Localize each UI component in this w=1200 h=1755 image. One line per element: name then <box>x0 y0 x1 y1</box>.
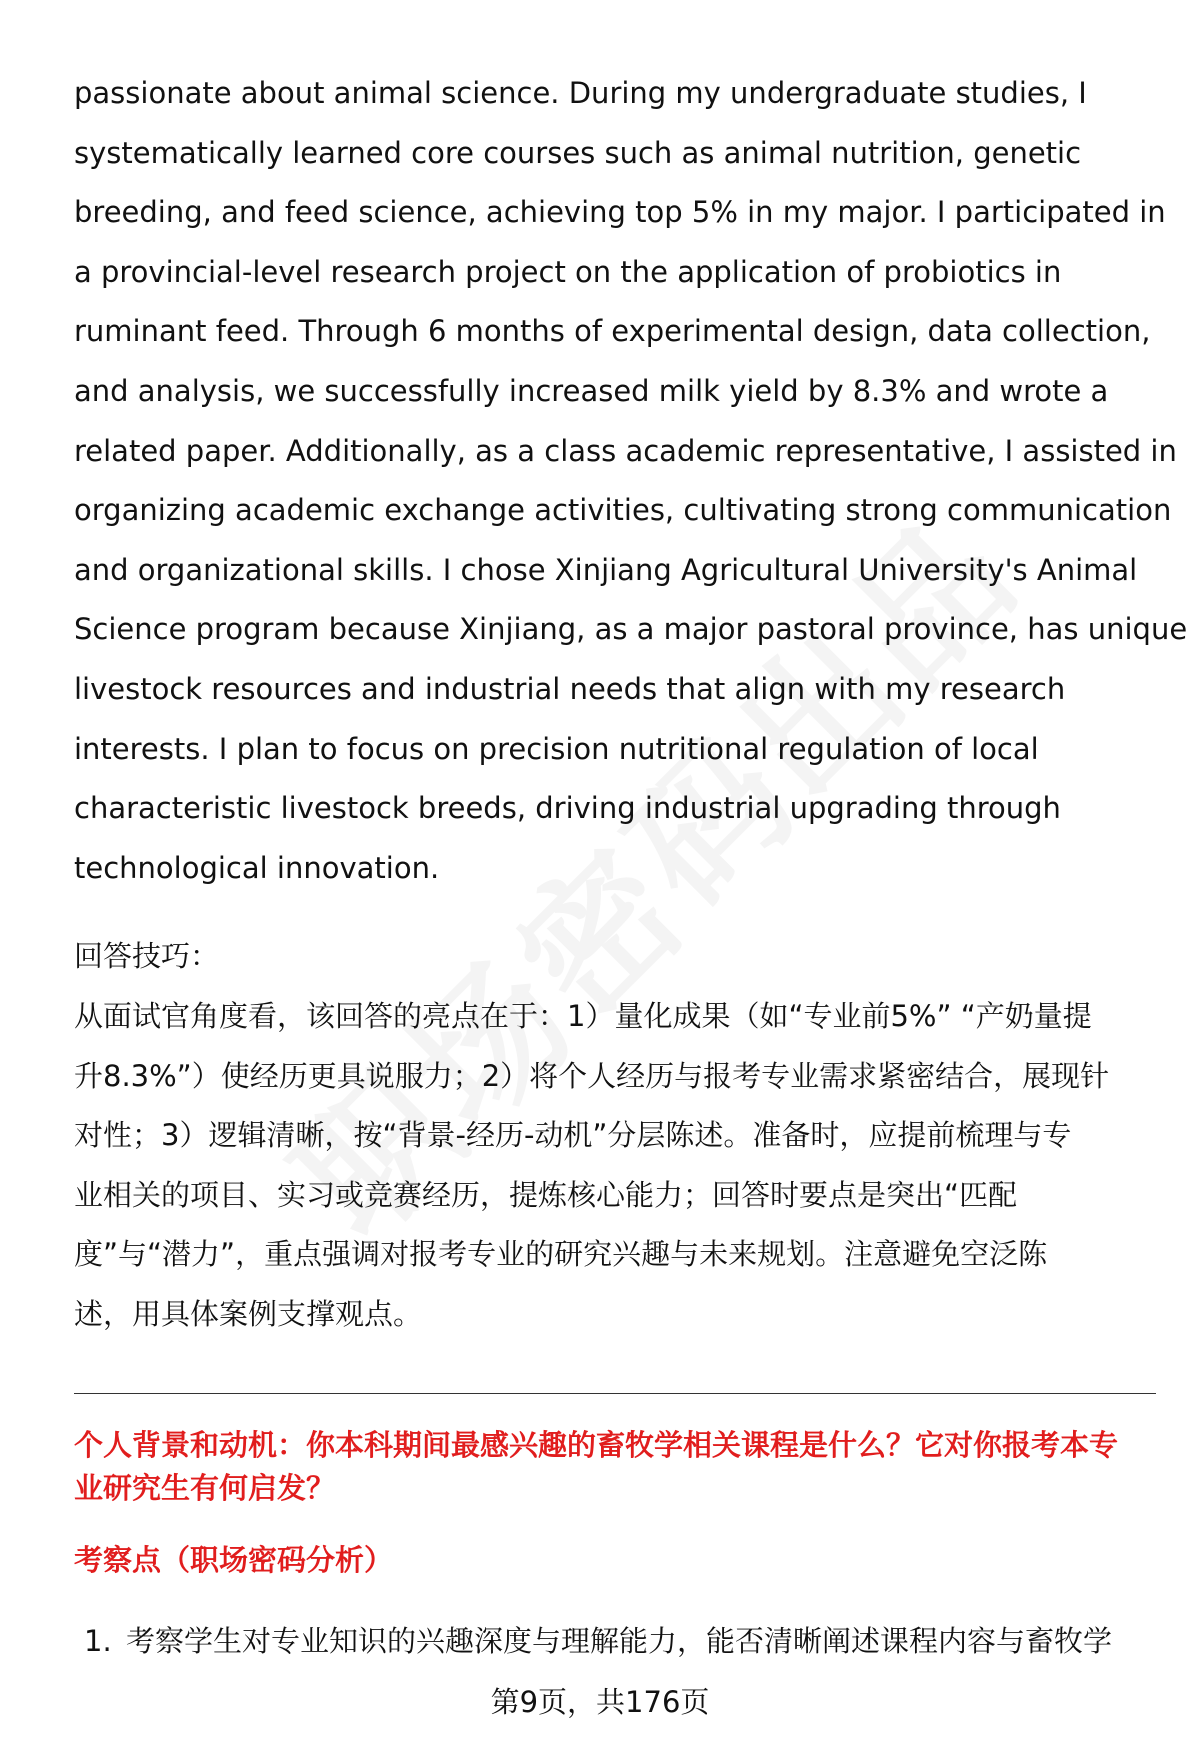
assessment-points-title: 考察点（职场密码分析） <box>74 1543 394 1577</box>
answer-line: Science program because Xinjiang, as a major pastoral province, has unique <box>74 612 1188 647</box>
answer-line: and organizational skills. I chose Xinjiang Agricultural University's Animal <box>74 552 1138 587</box>
answer-line: a provincial-level research project on the application of probiotics in <box>74 254 1062 289</box>
answer-line: passionate about animal science. During my undergraduate studies, I <box>74 76 1087 110</box>
question-line: 个人背景和动机：你本科期间最感兴趣的畜牧学相关课程是什么？它对你报考本专 <box>74 1428 1119 1462</box>
list-item-number: 1. <box>84 1624 112 1658</box>
answer-line: and analysis, we successfully increased milk yield by 8.3% and wrote a <box>74 373 1109 408</box>
answer-line: technological innovation. <box>74 850 440 885</box>
tips-line: 度”与“潜力”，重点强调对报考专业的研究兴趣与未来规划。注意避免空泛陈 <box>74 1237 1048 1272</box>
answer-paragraph <box>74 64 1188 898</box>
answer-line: interests. I plan to focus on precision nutritional regulation of local <box>74 731 1039 766</box>
answer-line: systematically learned core courses such as animal nutrition, genetic <box>74 135 1082 170</box>
tips-paragraph <box>74 987 1164 1345</box>
question-heading <box>74 1424 1164 1510</box>
question-line: 业研究生有何启发？ <box>74 1471 336 1505</box>
tips-line: 对性；3）逻辑清晰，按“背景-经历-动机”分层陈述。准备时，应提前梳理与专 <box>74 1118 1072 1153</box>
answer-line: related paper. Additionally, as a class academic representative, I assisted in <box>74 433 1177 468</box>
answer-line: breeding, and feed science, achieving top 5% in my major. I participated in <box>74 195 1166 230</box>
list-item-text: 考察学生对专业知识的兴趣深度与理解能力，能否清晰阐述课程内容与畜牧学 <box>126 1624 1113 1658</box>
tips-line: 业相关的项目、实习或竞赛经历，提炼核心能力；回答时要点是突出“匹配 <box>74 1177 1018 1212</box>
tips-label: 回答技巧： <box>74 939 220 973</box>
tips-line: 升8.3%”）使经历更具说服力；2）将个人经历与报考专业需求紧密结合，展现针 <box>74 1058 1110 1093</box>
answer-line: organizing academic exchange activities, cultivating strong communication <box>74 493 1172 528</box>
list-item <box>84 1619 1164 1663</box>
tips-line: 述，用具体案例支撑观点。 <box>74 1296 423 1331</box>
answer-line: characteristic livestock breeds, driving industrial upgrading through <box>74 791 1061 826</box>
page-number: 第9页，共176页 <box>490 1685 710 1719</box>
answer-line: livestock resources and industrial needs that align with my research <box>74 671 1066 706</box>
tips-line: 从面试官角度看，该回答的亮点在于：1）量化成果（如“专业前5%” “产奶量提 <box>74 999 1092 1033</box>
answer-line: ruminant feed. Through 6 months of experimental design, data collection, <box>74 314 1151 349</box>
section-divider <box>74 1393 1156 1394</box>
